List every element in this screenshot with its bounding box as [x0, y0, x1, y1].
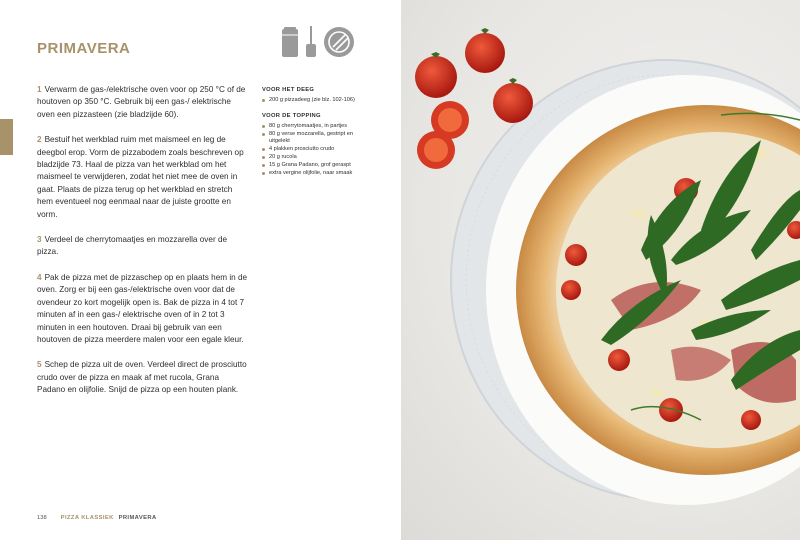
footer-chapter: PRIMAVERA	[118, 515, 157, 521]
topping-ingredients	[262, 113, 372, 177]
cherry-tomato	[465, 33, 505, 73]
method-step: 5 Schep de pizza uit de oven. Verdeel direct de prosciutto crudo over de pizza en maak af met rucola, Grana Padano en olijfolie. Snijd de pizza op een houten plank.	[37, 360, 247, 395]
method-steps	[37, 84, 249, 410]
dough-ingredients	[262, 87, 372, 104]
method-step: 4 Pak de pizza met de pizzaschep op en plaats hem in de oven. Zorg er bij een gas-/elektrische oven voor dat de ovendeur zo kort mogelijk open is. Bak de pizza in 4 tot 7 minuten af in een gas-/ elektrische oven of in 2 tot 3 minuten in een houtoven. Draai bij gebruik van een houtoven de pizza meerdere malen voor een egale kleur.	[37, 272, 248, 344]
ingredient-item: 4 plakken prosciutto crudo	[262, 146, 372, 153]
method-step: 1 Verwarm de gas-/elektrische oven voor op 250 °C of de houtoven op 350 °C. Gebruik bij een gas-/ elektrische oven een pizzasteen (zie bladzijde 60).	[37, 85, 246, 119]
ingredient-item: 80 g cherrytomaatjes, in partjes	[262, 123, 372, 130]
method-step: 3 Verdeel de cherrytomaatjes en mozzarella over de pizza.	[37, 235, 228, 257]
topping-heading: VOOR DE TOPPING	[262, 113, 321, 119]
recipe-title: PRIMAVERA	[37, 40, 131, 57]
tomato-slice	[659, 398, 683, 422]
ingredient-item: 200 g pizzadeeg (zie blz. 102-106)	[262, 97, 372, 104]
dough-heading: VOOR HET DEEG	[262, 87, 315, 93]
tomato-slice	[741, 410, 761, 430]
ingredient-item: 15 g Grana Padano, grof geraspt	[262, 162, 372, 169]
ingredient-item: extra vergine olijfolie, naar smaak	[262, 170, 372, 177]
tomato-slice	[565, 244, 587, 266]
tomato-slice	[561, 280, 581, 300]
page-footer	[37, 515, 157, 521]
cherry-tomato	[493, 83, 533, 123]
tomato-slice	[608, 349, 630, 371]
cherry-tomato	[415, 56, 457, 98]
page-number: 138	[37, 515, 47, 521]
photo-page	[401, 0, 800, 540]
ingredient-item: 20 g rucola	[262, 154, 372, 161]
equipment-icons	[281, 26, 355, 58]
method-step: 2 Bestuif het werkblad ruim met maismeel en leg de deegbol erop. Vorm de pizzabodem zoals beschreven op bladzijde 73. Haal de pizza van het werkblad om het maismeel te verwijderen, zodat het niet mee de oven in gaat. Plaats de pizza terug op het werkblad en stretch hem eventueel nog eenmaal naar de juiste grootte en vorm.	[37, 135, 244, 219]
ingredient-item: 80 g verse mozzarella, gestript en uitgelekt	[262, 131, 372, 145]
pizza-photo	[401, 0, 800, 540]
oven-stone-icon	[323, 26, 355, 58]
dough-icon	[281, 26, 299, 58]
peel-icon	[305, 26, 317, 58]
ingredients-list	[262, 87, 372, 186]
chapter-tab-marker	[0, 119, 13, 155]
footer-book-title: PIZZA KLASSIEK	[60, 515, 114, 521]
